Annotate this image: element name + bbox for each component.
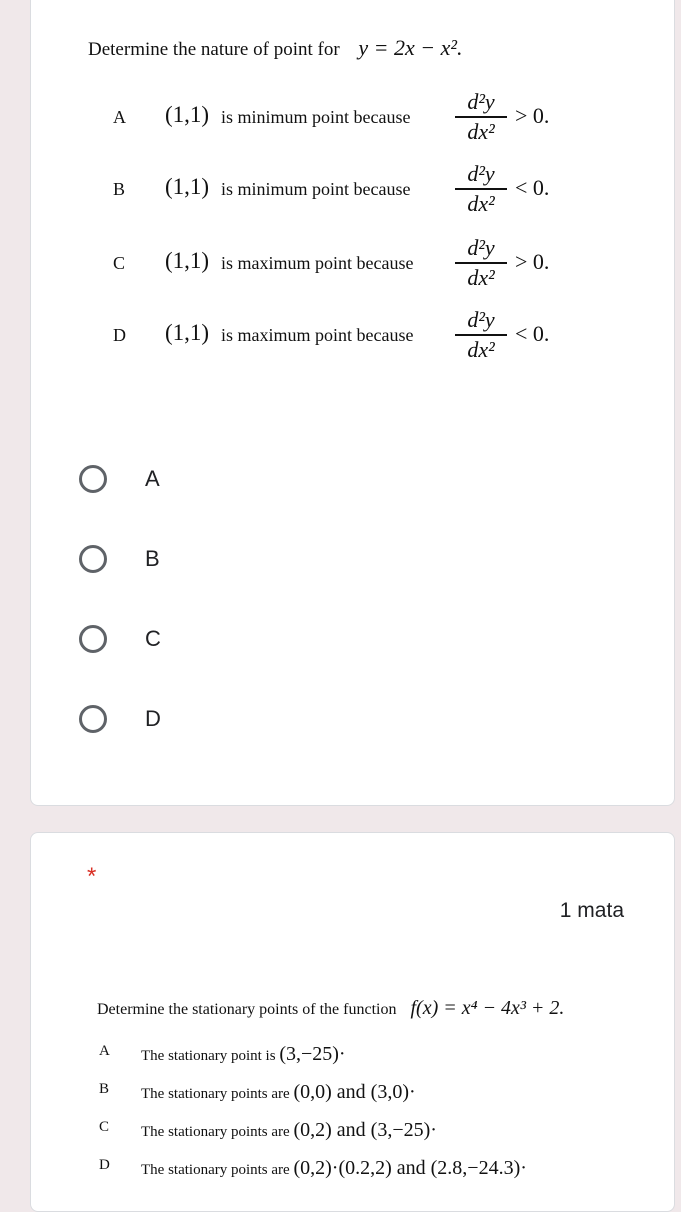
radio-label: B: [145, 546, 160, 571]
radio-label: C: [145, 626, 161, 651]
radio-option-a[interactable]: [79, 459, 160, 499]
option-letter: B: [113, 179, 126, 199]
radio-option-c[interactable]: [79, 619, 161, 659]
radio-label: D: [145, 706, 161, 731]
question-card-2: [30, 832, 675, 1212]
question-card-1: [30, 0, 675, 806]
fraction-denominator: dx²: [467, 190, 495, 216]
fraction-denominator: dx²: [467, 264, 495, 290]
option-text: is maximum point because: [221, 325, 414, 345]
option-comparison: < 0.: [515, 175, 550, 200]
option-text: is maximum point because: [221, 253, 414, 273]
radio-button[interactable]: [79, 465, 107, 493]
option-letter: A: [113, 107, 126, 127]
option-letter: D: [113, 325, 126, 345]
radio-button[interactable]: [79, 545, 107, 573]
fraction-denominator: dx²: [467, 336, 495, 362]
question-1-option-c: [113, 235, 633, 295]
question-1-option-d: [113, 307, 633, 367]
option-text: [141, 1081, 416, 1104]
option-text-words: The stationary point is: [141, 1048, 276, 1064]
option-comparison: > 0.: [515, 249, 550, 274]
required-asterisk: *: [87, 863, 97, 890]
option-letter: D: [99, 1157, 110, 1173]
second-derivative-fraction: [455, 89, 507, 145]
option-math: (0,2) and (3,−25)·: [293, 1119, 437, 1141]
question-2-title-equation: f(x) = x⁴ − 4x³ + 2.: [410, 997, 565, 1019]
second-derivative-fraction: [455, 161, 507, 217]
option-text-words: The stationary points are: [141, 1162, 290, 1178]
option-point: (1,1): [165, 320, 210, 345]
second-derivative-fraction: [455, 307, 507, 363]
option-point: (1,1): [165, 102, 210, 127]
fraction-denominator: dx²: [467, 118, 495, 144]
option-letter: A: [99, 1043, 110, 1059]
option-text-words: The stationary points are: [141, 1086, 290, 1102]
option-text: [141, 1119, 437, 1142]
fraction-numerator: d²y: [467, 307, 495, 332]
option-text: is minimum point because: [221, 107, 411, 127]
fraction-bar: [455, 116, 507, 118]
radio-label: A: [145, 466, 160, 491]
question-1-option-b: [113, 161, 633, 221]
option-text: [141, 1043, 346, 1066]
option-math: (0,0) and (3,0)·: [293, 1081, 416, 1103]
question-2-title: [97, 997, 564, 1020]
question-1-title-equation: y = 2x − x².: [358, 35, 463, 60]
option-comparison: < 0.: [515, 321, 550, 346]
fraction-bar: [455, 334, 507, 336]
fraction-bar: [455, 262, 507, 264]
fraction-numerator: d²y: [467, 89, 495, 114]
fraction-bar: [455, 188, 507, 190]
option-letter: C: [113, 253, 126, 273]
question-1-title: [88, 35, 463, 61]
question-2-title-text: Determine the stationary points of the function: [97, 1001, 397, 1018]
option-text: is minimum point because: [221, 179, 411, 199]
question-1-option-a: [113, 89, 633, 149]
option-point: (1,1): [165, 174, 210, 199]
radio-option-d[interactable]: [79, 699, 161, 739]
option-comparison: > 0.: [515, 103, 550, 128]
option-math: (0,2)·(0.2,2) and (2.8,−24.3)·: [293, 1157, 527, 1179]
option-point: (1,1): [165, 248, 210, 273]
option-letter: C: [99, 1119, 110, 1135]
fraction-numerator: d²y: [467, 235, 495, 260]
question-1-title-text: Determine the nature of point for: [88, 39, 340, 60]
option-text: [141, 1157, 527, 1180]
option-text-words: The stationary points are: [141, 1124, 290, 1140]
radio-button[interactable]: [79, 705, 107, 733]
second-derivative-fraction: [455, 235, 507, 291]
option-math: (3,−25)·: [279, 1043, 346, 1065]
option-letter: B: [99, 1081, 110, 1097]
radio-button[interactable]: [79, 625, 107, 653]
fraction-numerator: d²y: [467, 161, 495, 186]
points-label: 1 mata: [559, 899, 624, 922]
radio-option-b[interactable]: [79, 539, 160, 579]
